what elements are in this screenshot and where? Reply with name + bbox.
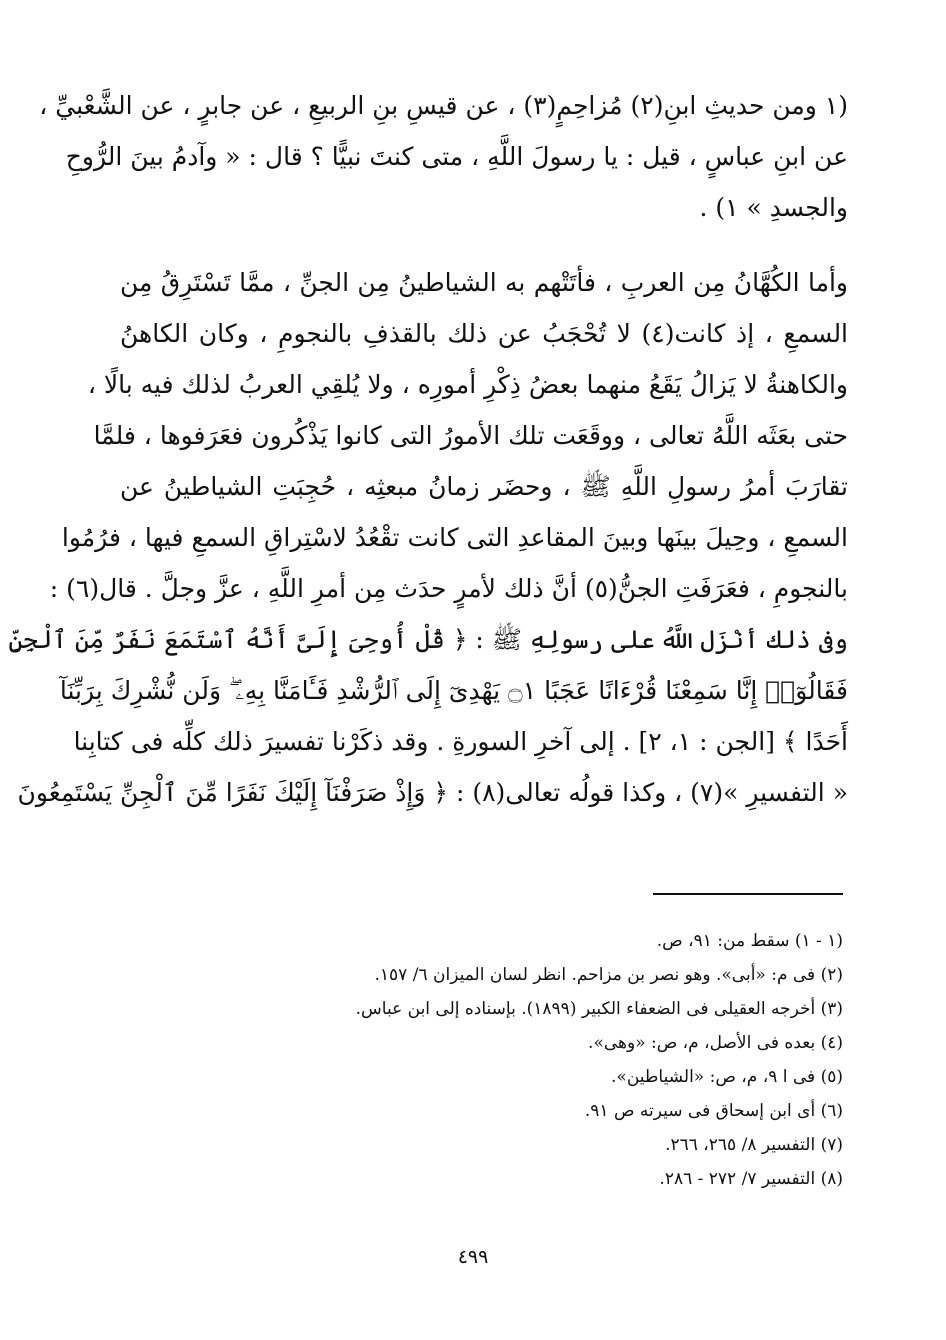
- footnote-separator: [653, 893, 843, 895]
- footnote: (٥) فى ا ٩، م، ص: «الشياطين».: [611, 1067, 843, 1087]
- footnote: (٢) فى م: «أبى». وهو نصر بن مزاحم. انظر لسان الميزان ٦/ ١٥٧.: [374, 965, 843, 985]
- footnote: (٧) التفسير ٨/ ٢٦٥، ٢٦٦.: [665, 1135, 843, 1155]
- text-line: السمعِ ، إذ كانت(٤) لا تُحْجَبُ عن ذلك بالقذفِ بالنجومِ ، وكان الكاهنُ: [120, 319, 849, 348]
- text-line: والكاهنةُ لا يَزالُ يَقَعُ منهما بعضُ ذِكْرِ أمورِه ، ولا يُلقِي العربُ لذلك فيه بالًا ،: [87, 370, 848, 399]
- paragraph-gap: [120, 233, 848, 257]
- footnote: (٨) التفسير ٧/ ٢٧٢ - ٢٨٦.: [659, 1169, 843, 1189]
- footnote: (٣) أخرجه العقيلى فى الضعفاء الكبير (١٨٩٩). بإسناده إلى ابن عباس.: [355, 999, 843, 1019]
- text-line: (١ ومن حديثِ ابنِ(٢) مُزاحِمٍ(٣) ، عن قيسِ بنِ الربيعِ ، عن جابرٍ ، عن الشَّعْبيِّ ،: [39, 91, 848, 120]
- text-line: السمعِ ، وحِيلَ بينَها وبينَ المقاعدِ التى كانت تقْعُدُ لاسْتِراقِ السمعِ فيها ، فرُمُوا: [61, 523, 848, 552]
- footnote: (٦) أى ابن إسحاق فى سيرته ص ٩١.: [584, 1101, 843, 1121]
- main-text-block: [8, 80, 849, 818]
- text-line: وأما الكُهَّانُ مِن العربِ ، فأتَتْهم به الشياطينُ مِن الجنِّ ، ممَّا تَسْتَرِقُ مِن: [120, 268, 848, 297]
- text-line: « التفسيرِ »(٧) ، وكذا قولُه تعالى(٨) : ﴿ وَإِذْ صَرَفْنَآ إِلَيْكَ نَفَرًا مِّنَ ٱلْجِنِّ يَسْتَمِعُونَ: [17, 778, 848, 807]
- text-line: تقارَبَ أمرُ رسولِ اللَّهِ ﷺ ، وحضَر زمانُ مبعثِه ، حُجِبَتِ الشياطينُ عن: [120, 472, 848, 501]
- text-line: فَقَالُوٓا۟ إِنَّا سَمِعْنَا قُرْءَانًا عَجَبًا ۝١ يَهْدِىٓ إِلَى ٱلرُّشْدِ فَـَٔامَنَّا بِهِۦ ۖ وَلَن نُّشْرِكَ بِرَبِّنَآ: [59, 676, 848, 705]
- footnote: (٤) بعده فى الأصل، م، ص: «وهى».: [588, 1033, 843, 1053]
- text-line: بالنجومِ ، فعَرَفَتِ الجنُّ(٥) أنَّ ذلك لأمرٍ حدَث مِن أمرِ اللَّهِ ، عزَّ وجلَّ . قال(٦) :: [49, 574, 848, 603]
- footnotes: [120, 924, 843, 1196]
- page-number: ٤٩٩: [457, 1246, 489, 1268]
- text-line: أَحَدًا ﴾ [الجن : ١، ٢] . إلى آخرِ السورةِ . وقد ذكَرْنا تفسيرَ ذلك كلِّه فى كتابِنا: [73, 727, 848, 756]
- text-line: حتى بعَثَه اللَّهُ تعالى ، ووقَعَت تلك الأمورُ التى كانوا يَذْكُرون فعَرَفوها ، فلمَّا: [93, 421, 848, 450]
- text-line: عن ابنِ عباسٍ ، قيل : يا رسولَ اللَّهِ ، متى كنتَ نبيًّا ؟ قال : « وآدمُ بينَ الرُّوحِ: [65, 142, 848, 171]
- footnote: (١ - ١) سقط من: ٩١، ص.: [656, 931, 843, 951]
- text-line: والجسدِ » ١) .: [699, 193, 848, 222]
- text-line: وفى ذلك أنْزَل اللَّهُ على رسولِهِ ﷺ : ﴿ قُلْ أُوحِىَ إِلَىَّ أَنَّهُ ٱسْتَمَعَ نَفَرٌ مِّنَ ٱلْجِنِّ: [8, 625, 848, 654]
